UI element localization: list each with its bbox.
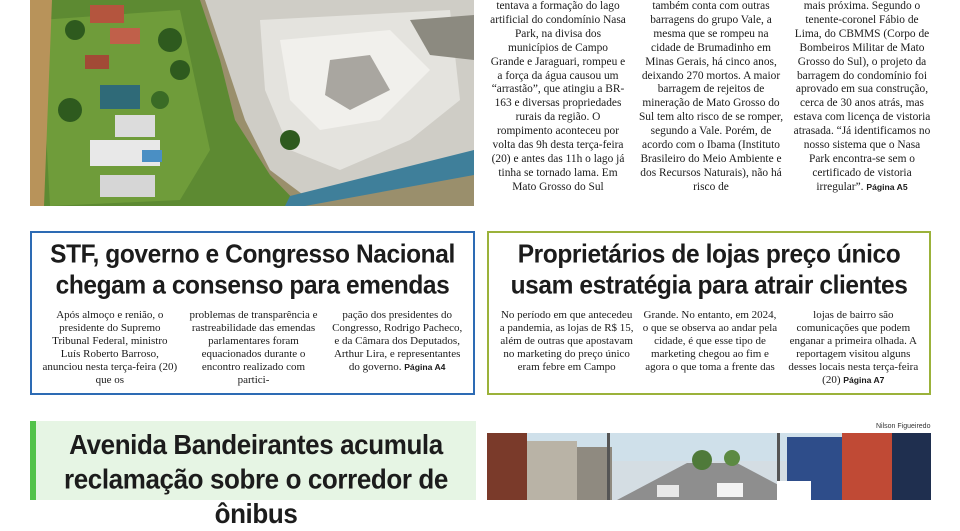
headline-line: Avenida Bandeirantes acumula [69, 428, 443, 461]
page-reference[interactable]: Página A5 [866, 181, 908, 192]
story-column: lojas de bairro são comunicações que podem enganar a primeira olhada. A reportagem visitou alguns desses locais nesta terça-feira (20) Página A7 [788, 309, 919, 386]
story-columns [42, 309, 465, 387]
aerial-photo-dam [30, 0, 474, 206]
story-headline[interactable] [489, 239, 929, 300]
top-story-text-1: tentava a formação do lago artificial do condomínio Nasa Park, na divisa dos municípios de Campo Grande e Jaraguari, rompeu e a força da água causou um “arrastão”, que atingiu a BR-163 e diversas propriedades rurais da região. O rompimento aconteceu por volta das 9h desta terça-feira (20) e antes das 11h o lago já tinha se tornado lama. Em Mato Grosso do Sul [490, 0, 626, 193]
story-headline[interactable] [32, 239, 473, 300]
story-box-lojas [487, 231, 931, 395]
story-column: Grande. No entanto, em 2024, o que se observa ao andar pela cidade, é que esse tipo de marketing chegou ao fim e agora o que toma a frente das [642, 309, 778, 373]
top-story-text-2: também conta com outras barragens do grupo Vale, a mesma que se rompeu na cidade de Brumadinho em Minas Gerais, há cinco anos, deixando 270 mortos. A maior barragem de rejeitos de mineração de Mato Grosso do Sul tem alto risco de se romper, segundo a Vale. Porém, de acordo com o Ibama (Instituto Brasileiro do Meio Ambiente e dos Recursos Naturais), não há risco de [638, 0, 784, 193]
top-story-column-1 [490, 0, 626, 195]
page-reference[interactable]: Página A7 [843, 375, 885, 385]
headline-line: reclamação sobre o corredor de ônibus [64, 463, 448, 530]
story-column: pação dos presidentes do Congresso, Rodrigo Pacheco, e da Câmara dos Deputados, Arthur Lira, e representantes do governo. Página A4 [332, 309, 463, 373]
headline-line: Proprietários de lojas preço único [517, 240, 901, 269]
story-box-stf [30, 231, 475, 395]
story-column: problemas de transparência e rastreabilidade das emendas parlamentares foram equacionados durante o encontro realizado com partici- [189, 309, 318, 386]
top-story-column-3 [792, 0, 932, 195]
photo-credit: Nilson Figueiredo [876, 423, 931, 430]
headline-line: usam estratégia para atrair clientes [510, 271, 908, 300]
top-story-text-3: mais próxima. Segundo o tenente-coronel Fábio de Lima, do CBMMS (Corpo de Bombeiros Militar de Mato Grosso do Sul), o projeto da barragem do condomínio foi aprovado em sua construção, cerca de 30 anos atrás, mas estava com licença de vistoria atrasada. “Já identificamos no nosso sistema que o Nasa Park encontra-se sem o certificado de vistoria irregular”. Página A5 [793, 0, 931, 193]
headline-line: STF, governo e Congresso Nacional [50, 240, 455, 269]
story-columns [499, 309, 921, 387]
headline-line: chegam a consenso para emendas [55, 271, 450, 300]
page-reference[interactable]: Página A4 [404, 362, 446, 372]
top-story-column-2 [638, 0, 784, 195]
story-column: No período em que antecedeu a pandemia, as lojas de R$ 15, além de outras que apostavam no marketing do preço único eram febre em Campo [499, 309, 634, 373]
story-headline-avenida[interactable] [36, 428, 476, 531]
story-column: Após almoço e renião, o presidente do Supremo Tribunal Federal, ministro Luís Roberto Barroso, anunciou nesta terça-feira (20) que os [42, 309, 178, 386]
street-photo [487, 433, 931, 500]
